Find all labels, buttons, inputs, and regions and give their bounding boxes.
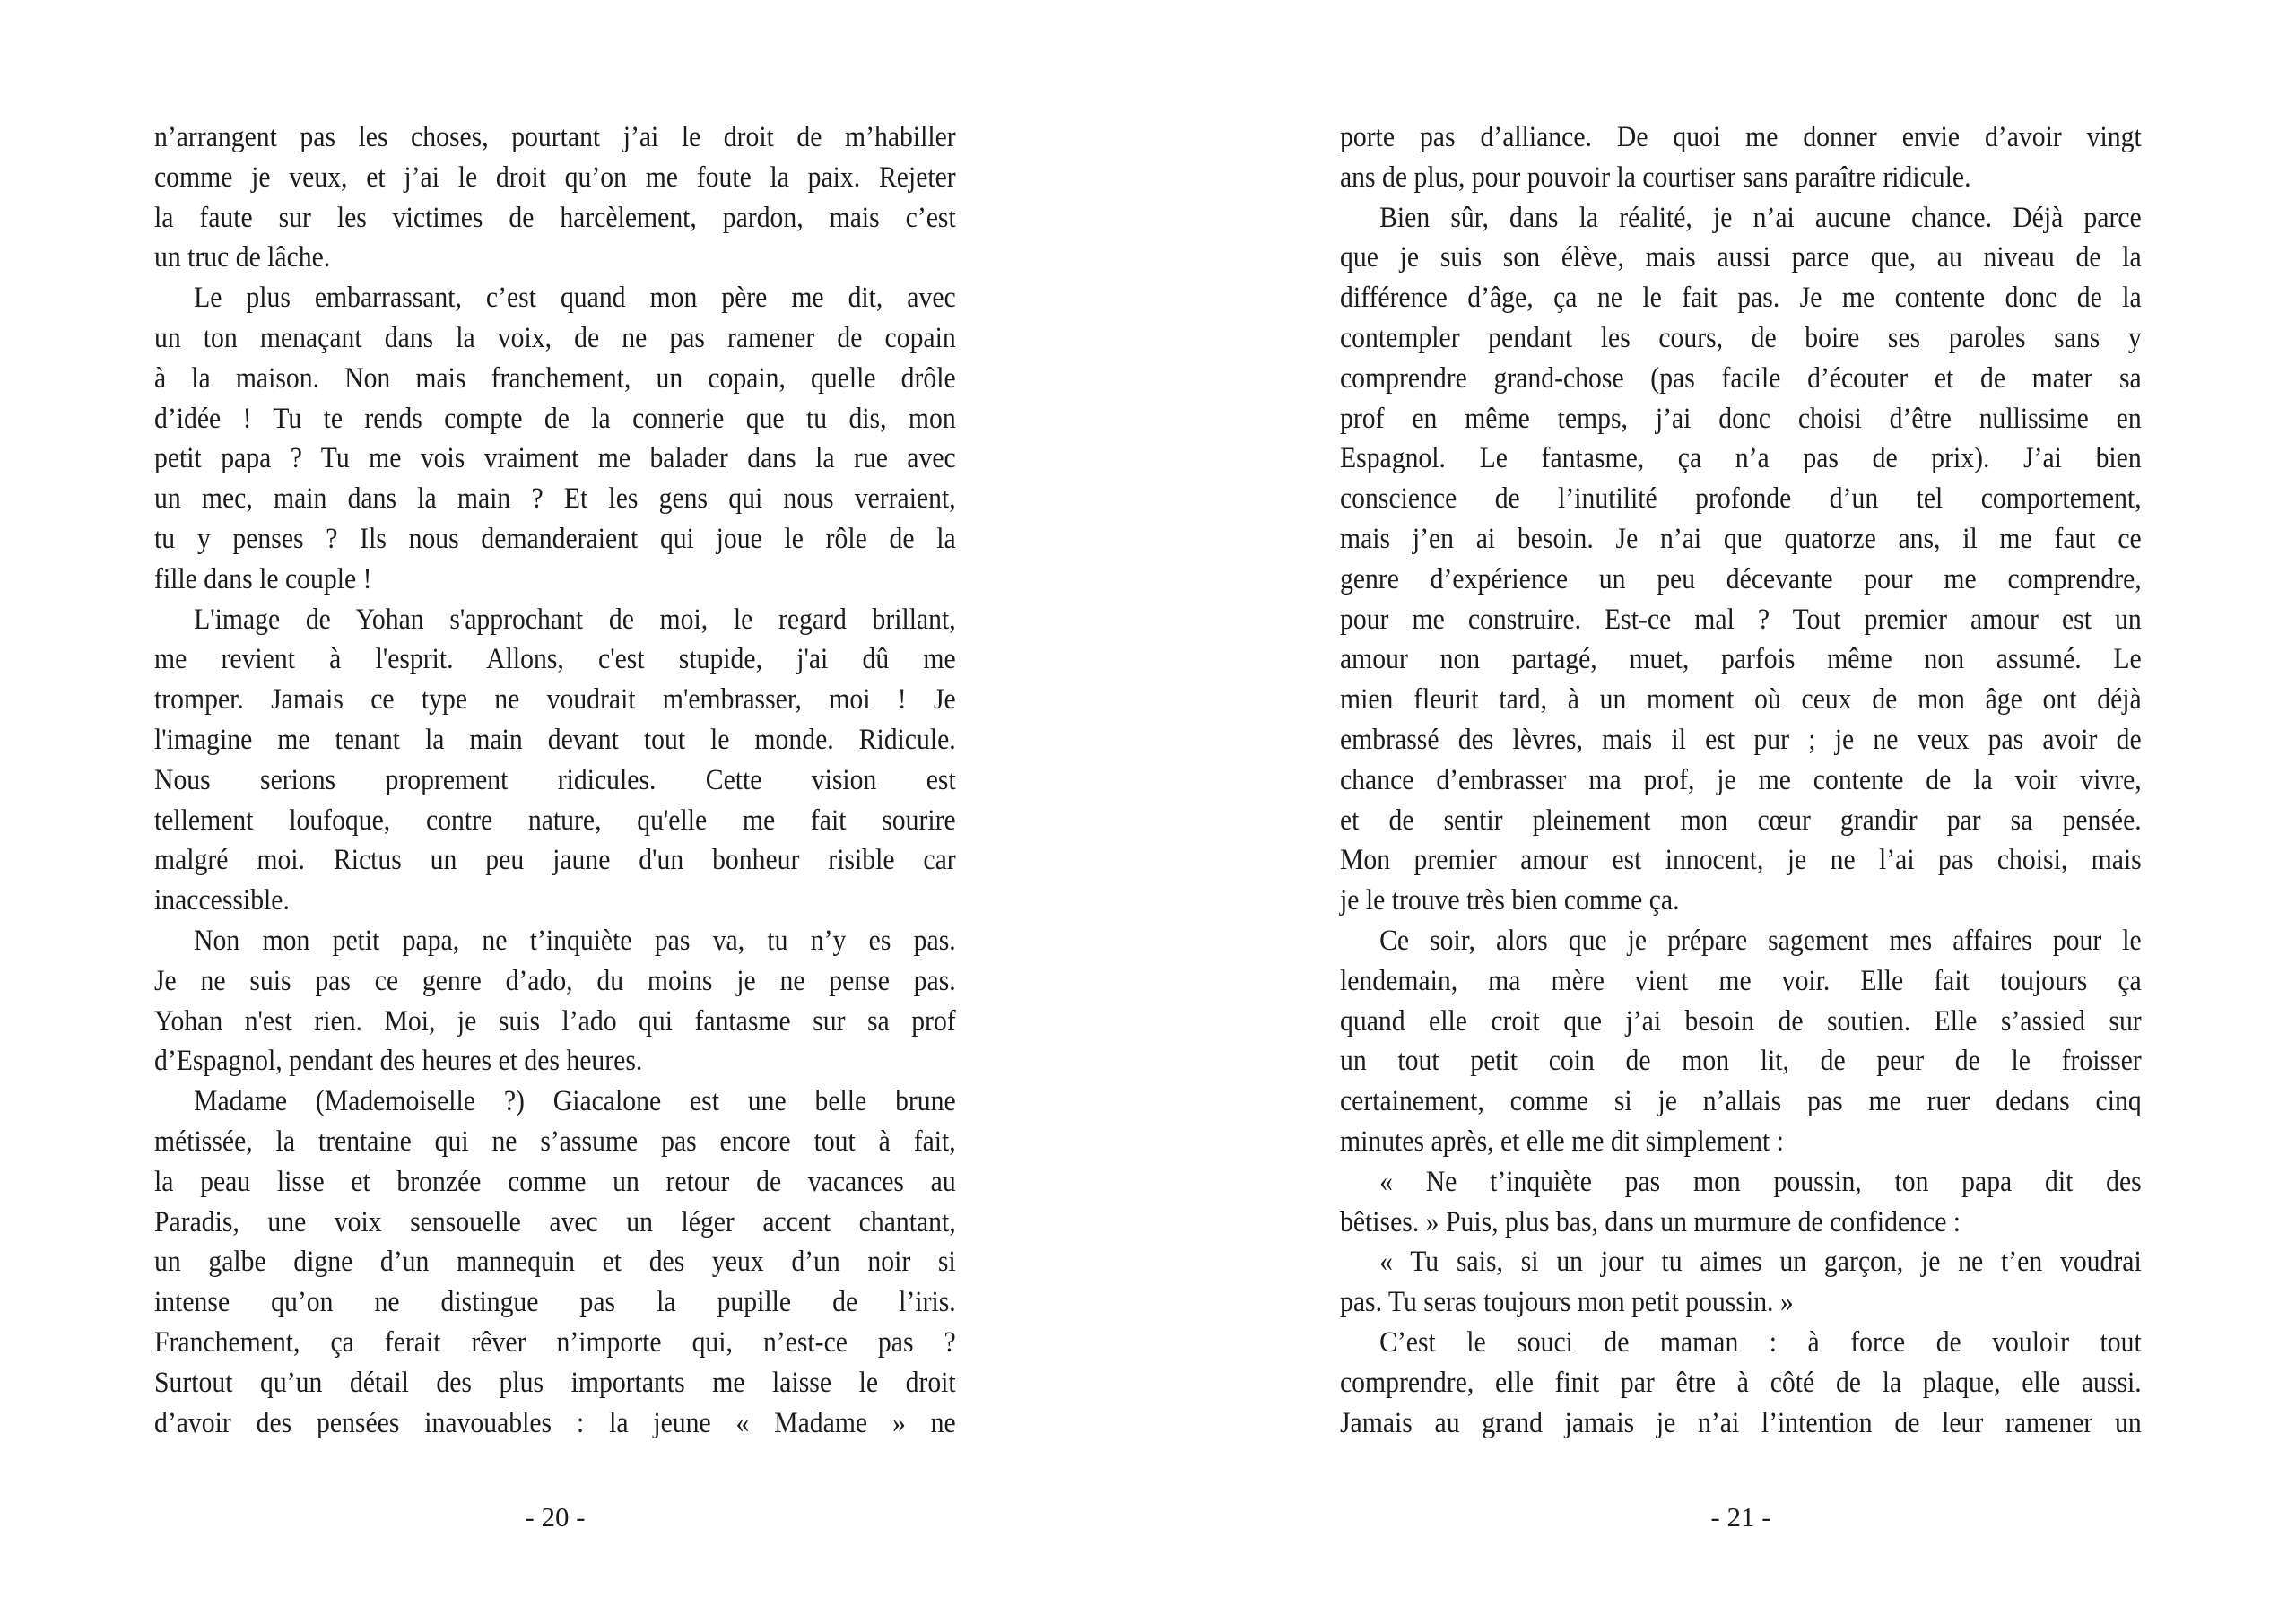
text-line	[1340, 1363, 2142, 1403]
text-line	[1340, 801, 2142, 841]
text-line	[1340, 1162, 2142, 1203]
text-line-content: genre d’expérience un peu décevante pour me comprendre,	[1340, 562, 2142, 595]
text-line-content: tellement loufoque, contre nature, qu'elle me fait sourire	[154, 804, 956, 837]
text-line	[1340, 1403, 2142, 1444]
paragraph	[1340, 117, 2142, 198]
text-line	[1340, 318, 2142, 359]
text-line	[1340, 238, 2142, 278]
text-line-content: un truc de lâche.	[154, 241, 331, 274]
text-line	[1340, 1041, 2142, 1081]
text-line	[1340, 519, 2142, 560]
text-line	[1340, 117, 2142, 158]
text-line	[1340, 600, 2142, 640]
text-line-content: d’avoir des pensées inavouables : la jeune « Madame » ne	[154, 1406, 956, 1439]
text-line-content: l'imagine me tenant la main devant tout le monde. Ridicule.	[154, 723, 956, 756]
text-line	[154, 399, 956, 439]
text-line-content: Espagnol. Le fantasme, ça n’a pas de prix). J’ai bien	[1340, 442, 2142, 475]
text-line-content: tromper. Jamais ce type ne voudrait m'embrasser, moi ! Je	[154, 683, 956, 717]
text-line	[1340, 1242, 2142, 1282]
text-line	[154, 238, 956, 278]
text-line	[1340, 560, 2142, 600]
page-number-right: - 21 -	[1710, 1501, 1771, 1533]
text-line-content: un ton menaçant dans la voix, de ne pas ramener de copain	[154, 321, 956, 354]
paragraph	[1340, 198, 2142, 921]
text-line	[154, 720, 956, 760]
text-line-content: intense qu’on ne distingue pas la pupille de l’iris.	[154, 1286, 956, 1319]
text-line-content: amour non partagé, muet, parfois même non assumé. Le	[1340, 643, 2142, 676]
text-line-content: que je suis son élève, mais aussi parce que, au niveau de la	[1340, 241, 2142, 274]
text-line	[154, 1162, 956, 1203]
text-line-content: Bien sûr, dans la réalité, je n’ai aucune chance. Déjà parce	[1379, 201, 2142, 234]
text-line	[1340, 439, 2142, 479]
text-line-content: tu y penses ? Ils nous demanderaient qui joue le rôle de la	[154, 522, 956, 555]
text-line-content: comprendre, elle finit par être à côté de la plaque, elle aussi.	[1340, 1366, 2142, 1399]
text-line	[154, 1203, 956, 1243]
text-line	[1340, 198, 2142, 239]
text-line-content: me revient à l'esprit. Allons, c'est stupide, j'ai dû me	[154, 643, 956, 676]
text-line-content: un tout petit coin de mon lit, de peur de le froisser	[1340, 1045, 2142, 1078]
text-line	[1340, 399, 2142, 439]
text-line-content: bêtises. » Puis, plus bas, dans un murmure de confidence :	[1340, 1205, 1961, 1238]
text-line	[154, 359, 956, 399]
text-line-content: pas. Tu seras toujours mon petit poussin. »	[1340, 1286, 1794, 1319]
text-line	[1340, 359, 2142, 399]
text-line	[1340, 961, 2142, 1002]
text-line-content: ans de plus, pour pouvoir la courtiser sans paraître ridicule.	[1340, 161, 1971, 194]
text-line	[1340, 1002, 2142, 1042]
text-line	[1340, 278, 2142, 318]
text-line-content: mais j’en ai besoin. Je n’ai que quatorze ans, il me faut ce	[1340, 522, 2142, 555]
text-line	[1340, 1122, 2142, 1162]
text-line	[154, 1242, 956, 1282]
text-line-content: Je ne suis pas ce genre d’ado, du moins je ne pense pas.	[154, 964, 956, 997]
text-line-content: un mec, main dans la main ? Et les gens qui nous verraient,	[154, 482, 956, 516]
paragraph	[1340, 1162, 2142, 1243]
text-line	[154, 921, 956, 961]
text-line	[154, 961, 956, 1002]
text-line	[1340, 1203, 2142, 1243]
text-line-content: Jamais au grand jamais je n’ai l’intention de leur ramener un	[1340, 1406, 2142, 1439]
text-line	[154, 198, 956, 239]
text-line	[154, 479, 956, 519]
right-page	[1148, 0, 2296, 1607]
text-line	[154, 1041, 956, 1081]
text-line-content: la faute sur les victimes de harcèlement, pardon, mais c’est	[154, 201, 956, 234]
text-line	[1340, 881, 2142, 921]
text-line-content: Le plus embarrassant, c’est quand mon père me dit, avec	[194, 282, 956, 315]
text-line	[1340, 158, 2142, 198]
left-page-text-column	[154, 117, 956, 1443]
text-line	[154, 1363, 956, 1403]
text-line-content: d’idée ! Tu te rends compte de la connerie que tu dis, mon	[154, 402, 956, 435]
text-line	[1340, 479, 2142, 519]
text-line-content: comme je veux, et j’ai le droit qu’on me foute la paix. Rejeter	[154, 161, 956, 194]
paragraph	[1340, 1242, 2142, 1323]
paragraph	[1340, 1323, 2142, 1443]
text-line	[154, 600, 956, 640]
text-line-content: métissée, la trentaine qui ne s’assume pas encore tout à fait,	[154, 1125, 956, 1158]
text-line	[1340, 921, 2142, 961]
text-line-content: Madame (Mademoiselle ?) Giacalone est une belle brune	[194, 1085, 956, 1118]
text-line-content: à la maison. Non mais franchement, un copain, quelle drôle	[154, 361, 956, 395]
paragraph	[1340, 921, 2142, 1162]
text-line	[154, 760, 956, 801]
text-line-content: n’arrangent pas les choses, pourtant j’ai le droit de m’habiller	[154, 121, 956, 153]
text-line-content: comprendre grand-chose (pas facile d’écouter et de mater sa	[1340, 361, 2142, 395]
text-line	[1340, 760, 2142, 801]
text-line-content: prof en même temps, j’ai donc choisi d’être nullissime en	[1340, 402, 2142, 435]
text-line-content: chance d’embrasser ma prof, je me contente de la voir vivre,	[1340, 763, 2142, 796]
text-line-content: « Tu sais, si un jour tu aimes un garçon, je ne t’en voudrai	[1379, 1246, 2142, 1279]
text-line	[154, 1081, 956, 1122]
text-line-content: différence d’âge, ça ne le fait pas. Je me contente donc de la	[1340, 282, 2142, 315]
text-line-content: fille dans le couple !	[154, 562, 372, 595]
text-line-content: embrassé des lèvres, mais il est pur ; je ne veux pas avoir de	[1340, 723, 2142, 756]
text-line	[1340, 1282, 2142, 1323]
text-line-content: inaccessible.	[154, 884, 290, 917]
text-line	[1340, 639, 2142, 680]
right-page-text-column	[1340, 117, 2142, 1443]
paragraph	[154, 117, 956, 278]
text-line-content: la peau lisse et bronzée comme un retour de vacances au	[154, 1165, 956, 1198]
text-line-content: quand elle croit que j’ai besoin de soutien. Elle s’assied sur	[1340, 1004, 2142, 1038]
text-line-content: « Ne t’inquiète pas mon poussin, ton papa dit des	[1379, 1165, 2142, 1198]
text-line	[154, 560, 956, 600]
text-line-content: Mon premier amour est innocent, je ne l’ai pas choisi, mais	[1340, 844, 2142, 877]
page-number-left: - 20 -	[525, 1501, 586, 1533]
text-line-content: Franchement, ça ferait rêver n’importe qui, n’est-ce pas ?	[154, 1325, 956, 1359]
text-line-content: conscience de l’inutilité profonde d’un tel comportement,	[1340, 482, 2142, 516]
text-line-content: petit papa ? Tu me vois vraiment me balader dans la rue avec	[154, 442, 956, 475]
text-line	[154, 1002, 956, 1042]
text-line	[154, 1403, 956, 1444]
text-line-content: L'image de Yohan s'approchant de moi, le regard brillant,	[194, 603, 956, 636]
text-line	[1340, 1323, 2142, 1363]
text-line	[154, 278, 956, 318]
text-line	[154, 158, 956, 198]
text-line-content: Surtout qu’un détail des plus importants me laisse le droit	[154, 1366, 956, 1399]
text-line-content: C’est le souci de maman : à force de vouloir tout	[1379, 1325, 2142, 1359]
paragraph	[154, 921, 956, 1081]
text-line-content: Yohan n'est rien. Moi, je suis l’ado qui fantasme sur sa prof	[154, 1004, 956, 1038]
text-line	[1340, 720, 2142, 760]
text-line-content: lendemain, ma mère vient me voir. Elle fait toujours ça	[1340, 964, 2142, 997]
text-line	[154, 318, 956, 359]
text-line	[1340, 680, 2142, 720]
text-line-content: minutes après, et elle me dit simplement :	[1340, 1125, 1784, 1158]
text-line-content: contempler pendant les cours, de boire ses paroles sans y	[1340, 321, 2142, 354]
text-line-content: Ce soir, alors que je prépare sagement mes affaires pour le	[1379, 924, 2142, 957]
text-line	[1340, 1081, 2142, 1122]
text-line-content: Nous serions proprement ridicules. Cette vision est	[154, 763, 956, 796]
text-line-content: je le trouve très bien comme ça.	[1340, 884, 1680, 917]
text-line	[154, 519, 956, 560]
text-line-content: certainement, comme si je n’allais pas me ruer dedans cinq	[1340, 1085, 2142, 1118]
text-line	[154, 1323, 956, 1363]
text-line-content: Paradis, une voix sensouelle avec un léger accent chantant,	[154, 1205, 956, 1238]
text-line	[154, 1282, 956, 1323]
paragraph	[154, 278, 956, 599]
text-line	[154, 840, 956, 881]
text-line	[154, 801, 956, 841]
text-line-content: Non mon petit papa, ne t’inquiète pas va, tu n’y es pas.	[194, 924, 956, 957]
text-line-content: d’Espagnol, pendant des heures et des heures.	[154, 1045, 643, 1078]
text-line-content: et de sentir pleinement mon cœur grandir par sa pensée.	[1340, 804, 2142, 837]
text-line-content: porte pas d’alliance. De quoi me donner envie d’avoir vingt	[1340, 121, 2142, 153]
text-line	[154, 680, 956, 720]
paragraph	[154, 1081, 956, 1443]
text-line-content: mien fleurit tard, à un moment où ceux de mon âge ont déjà	[1340, 683, 2142, 717]
text-line	[154, 881, 956, 921]
text-line-content: malgré moi. Rictus un peu jaune d'un bonheur risible car	[154, 844, 956, 877]
text-line	[154, 439, 956, 479]
text-line	[1340, 840, 2142, 881]
text-line-content: pour me construire. Est-ce mal ? Tout premier amour est un	[1340, 603, 2142, 636]
paragraph	[154, 600, 956, 921]
text-line	[154, 117, 956, 158]
text-line	[154, 1122, 956, 1162]
text-line-content: un galbe digne d’un mannequin et des yeux d’un noir si	[154, 1246, 956, 1279]
text-line	[154, 639, 956, 680]
